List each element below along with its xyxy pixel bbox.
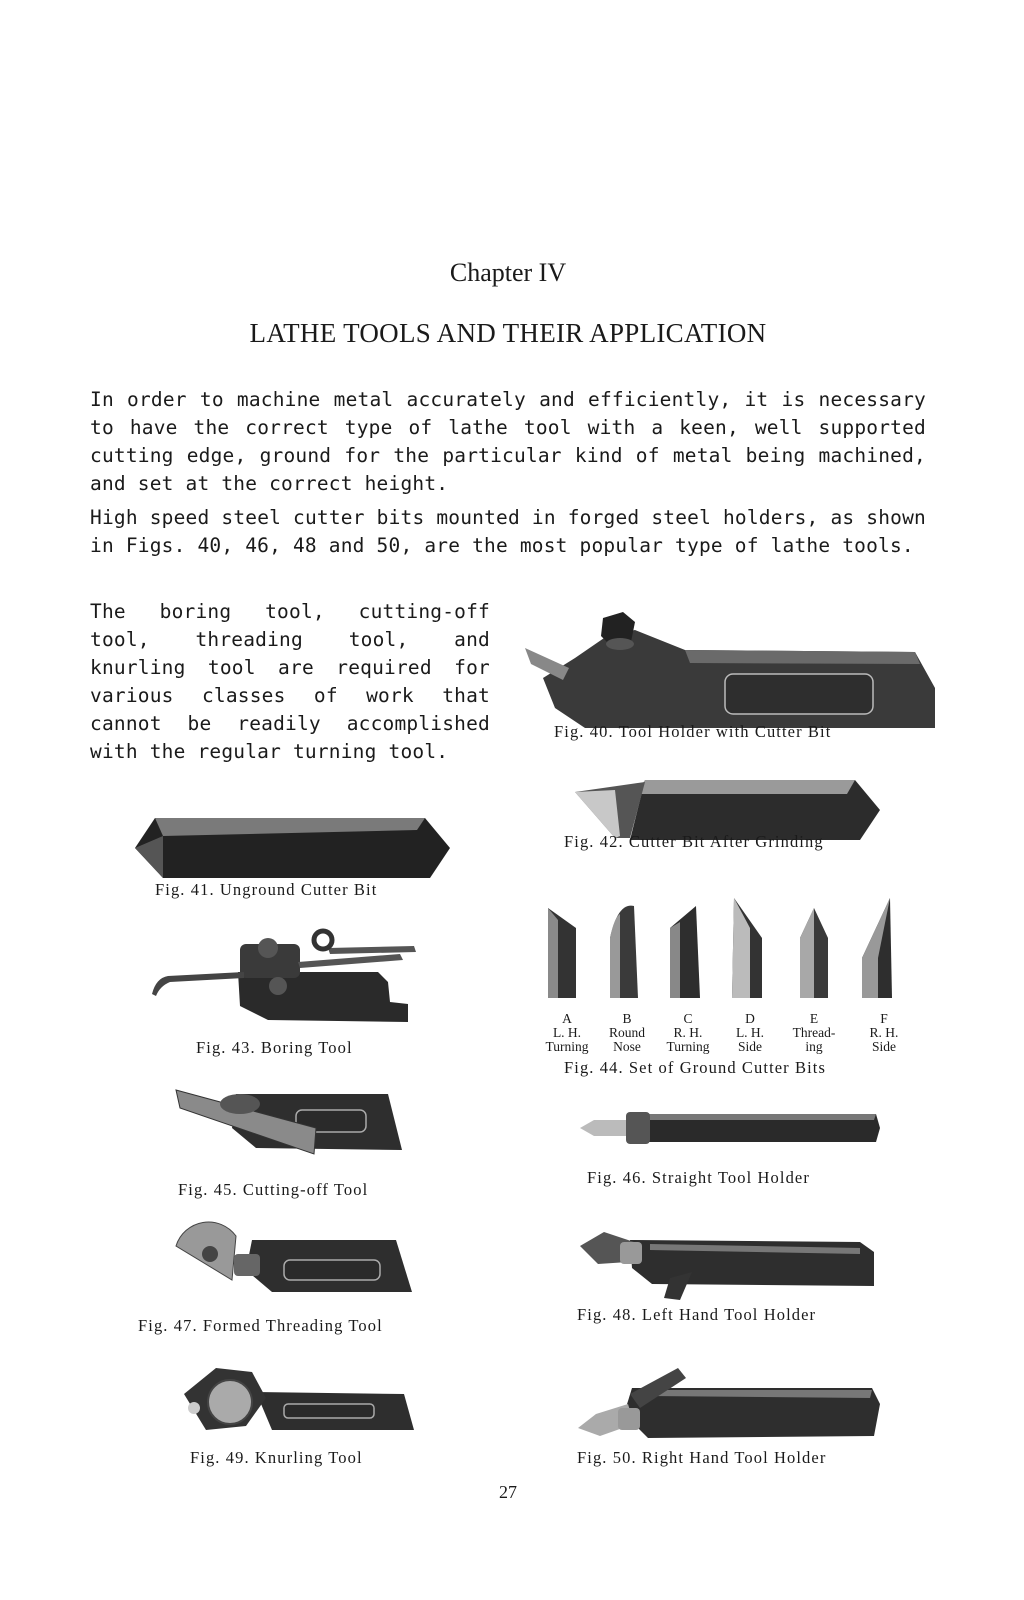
fig-47-caption: Fig. 47. Formed Threading Tool (138, 1316, 383, 1335)
chapter-heading: Chapter IV (449, 258, 567, 287)
ground-cutter-bits-illustration (540, 898, 920, 1000)
knurling-tool-illustration (176, 1364, 416, 1434)
straight-tool-holder-illustration (580, 1108, 880, 1148)
fig-40-caption: Fig. 40. Tool Holder with Cutter Bit (554, 722, 832, 741)
fig-41-caption: Fig. 41. Unground Cutter Bit (155, 880, 378, 899)
fig-42-caption: Fig. 42. Cutter Bit After Grinding (564, 832, 824, 851)
fig-50-caption: Fig. 50. Right Hand Tool Holder (577, 1448, 827, 1467)
cutter-bit-d-label: D L. H. Side (735, 1011, 765, 1054)
paragraph-2: High speed steel cutter bits mounted in forged steel holders, as shown in Figs. 40, 46, 48 and 50, are the most popular type of lathe tools. (90, 506, 926, 557)
fig-48-caption: Fig. 48. Left Hand Tool Holder (577, 1305, 817, 1324)
fig-49-caption: Fig. 49. Knurling Tool (190, 1448, 363, 1467)
cutter-bit-c-icon (670, 906, 700, 998)
right-hand-tool-holder-illustration (578, 1368, 880, 1444)
fig-45-caption: Fig. 45. Cutting-off Tool (178, 1180, 369, 1199)
cutter-bit-e-icon (800, 908, 828, 998)
fig-44-caption: Fig. 44. Set of Ground Cutter Bits (564, 1058, 826, 1077)
cutter-bit-c-label: C R. H. Turning (666, 1011, 710, 1054)
cutting-off-tool-illustration (176, 1088, 408, 1160)
paragraph-3: The boring tool, cutting-off tool, threading tool, and knurling tool are required for various classes of work that cannot be readily accomplished with the regular turning tool. (90, 600, 490, 763)
cutter-bit-f-icon (862, 898, 892, 998)
left-hand-tool-holder-illustration (580, 1228, 880, 1300)
paragraph-1: In order to machine metal accurately and efficiently, it is necessary to have the correct type of lathe tool with a keen, well supported cutting edge, ground for the particular kind of metal being machined, and set at the correct height. (90, 388, 926, 495)
cutter-bit-a-label: A L. H. Turning (545, 1011, 589, 1054)
formed-threading-tool-illustration (176, 1234, 412, 1298)
boring-tool-illustration (148, 932, 428, 1022)
tool-holder-with-cutter-bit-illustration (525, 608, 935, 736)
unground-cutter-bit-illustration (135, 818, 450, 878)
cutter-bit-e-label: E Thread- ing (792, 1011, 836, 1054)
cutter-bit-b-icon (610, 906, 638, 998)
cutter-bit-a-icon (548, 908, 576, 998)
cutter-bit-f-label: F R. H. Side (869, 1011, 899, 1054)
fig-46-caption: Fig. 46. Straight Tool Holder (587, 1168, 810, 1187)
cutter-bit-b-label: B Round Nose (608, 1011, 645, 1054)
page-number: 27 (499, 1482, 517, 1502)
cutter-bit-d-icon (732, 898, 762, 998)
fig-43-caption: Fig. 43. Boring Tool (196, 1038, 353, 1057)
chapter-title: LATHE TOOLS AND THEIR APPLICATION (249, 318, 767, 348)
